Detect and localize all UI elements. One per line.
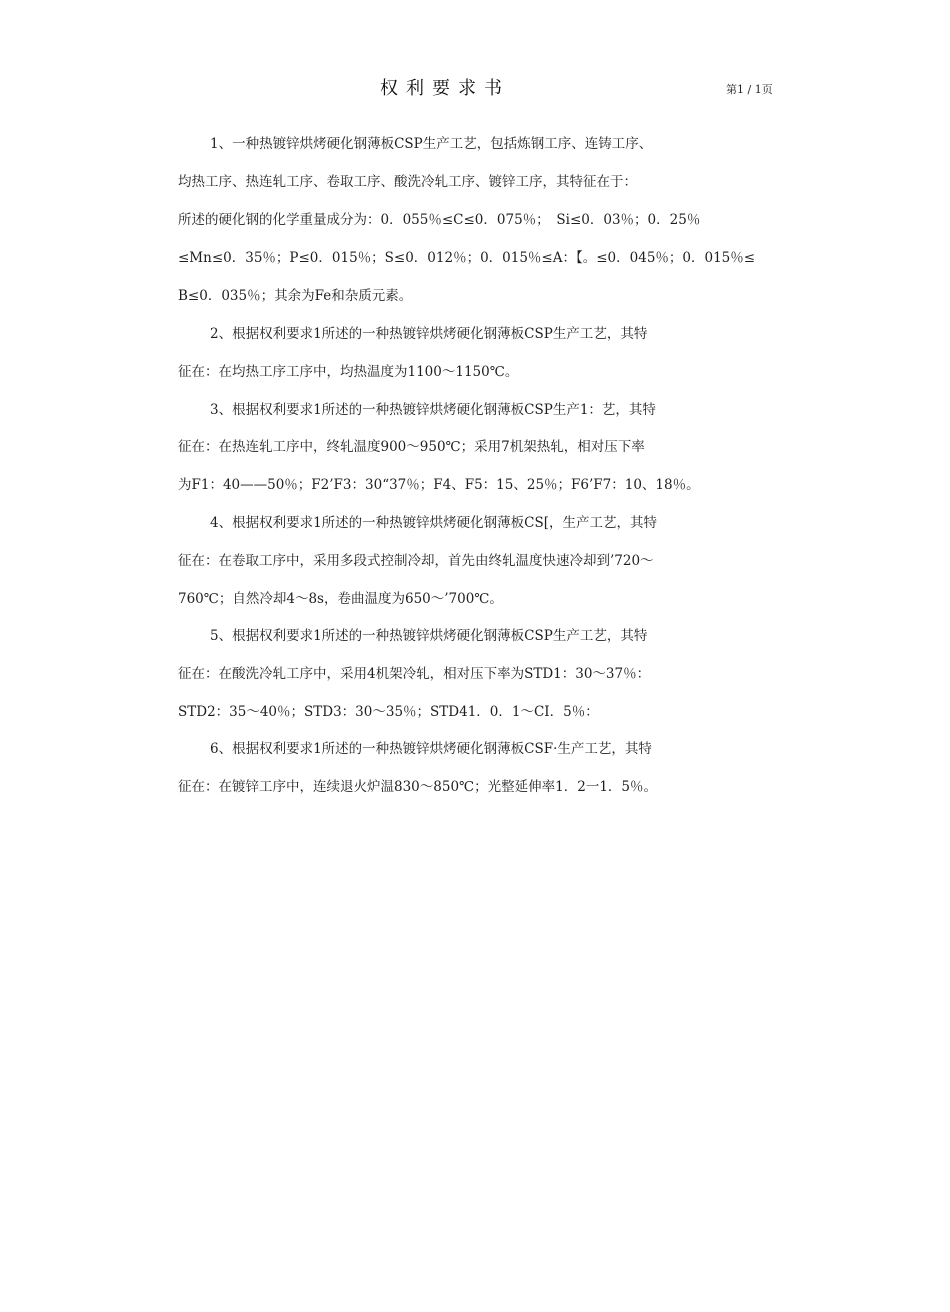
claim-1-line-4: ≤Mn≤0．35％；P≤0．015％；S≤0．012％；0．015％≤A：【。≤0．045％；0．015％≤: [178, 250, 756, 266]
claim-1-line-2: 均热工序、热连轧工序、卷取工序、酸洗冷轧工序、镀锌工序，其特征在于：: [178, 174, 637, 190]
claim-2-line-1: 2、根据权利要求1所述的一种热镀锌烘烤硬化钢薄板CSP生产工艺，其特: [210, 326, 648, 342]
claim-1-line-5: B≤0．035％；其余为Fe和杂质元素。: [178, 288, 413, 304]
claim-3-line-1: 3、根据权利要求1所述的一种热镀锌烘烤硬化钢薄板CSP生产1：艺，其特: [210, 402, 656, 418]
claim-2-line-2: 征在：在均热工序工序中，均热温度为1100～1150℃。: [178, 364, 519, 380]
claim-4-line-1: 4、根据权利要求1所述的一种热镀锌烘烤硬化钢薄板CS[，生产工艺，其特: [210, 515, 658, 531]
claim-1-line-3: 所述的硬化钢的化学重量成分为：0．055％≤C≤0．075％； Si≤0．03％；0．25％: [178, 212, 701, 228]
claim-5-line-1: 5、根据权利要求1所述的一种热镀锌烘烤硬化钢薄板CSP生产工艺，其特: [210, 628, 648, 644]
document-title: 权利要求书: [380, 78, 510, 99]
claim-5-line-3: STD2：35～40％；STD3：30～35％；STD41．0．1～CI．5％：: [178, 704, 599, 720]
page-number: 第1 / 1页: [726, 83, 773, 96]
claim-3-line-2: 征在：在热连轧工序中，终轧温度900～950℃；采用7机架热轧，相对压下率: [178, 439, 645, 455]
claim-1-line-1: 1、一种热镀锌烘烤硬化钢薄板CSP生产工艺，包括炼钢工序、连铸工序、: [210, 136, 653, 152]
claim-5-line-2: 征在：在酸洗冷轧工序中，采用4机架冷轧，相对压下率为STD1：30～37％：: [178, 666, 651, 682]
claim-6-line-2: 征在：在镀锌工序中，连续退火炉温830～850℃；光整延伸率1．2一1．5％。: [178, 779, 657, 795]
claim-4-line-2: 征在：在卷取工序中，采用多段式控制冷却，首先由终轧温度快速冷却到’720～: [178, 553, 654, 569]
claim-3-line-3: 为F1：40——50％；F2’F3：30“37％；F4、F5：15、25％；F6’F7：10、18％。: [178, 477, 700, 493]
claim-6-line-1: 6、根据权利要求1所述的一种热镀锌烘烤硬化钢薄板CSF·生产工艺，其特: [210, 741, 652, 757]
claim-4-line-3: 760℃；自然冷却4～8s，卷曲温度为650～’700℃。: [178, 591, 503, 607]
